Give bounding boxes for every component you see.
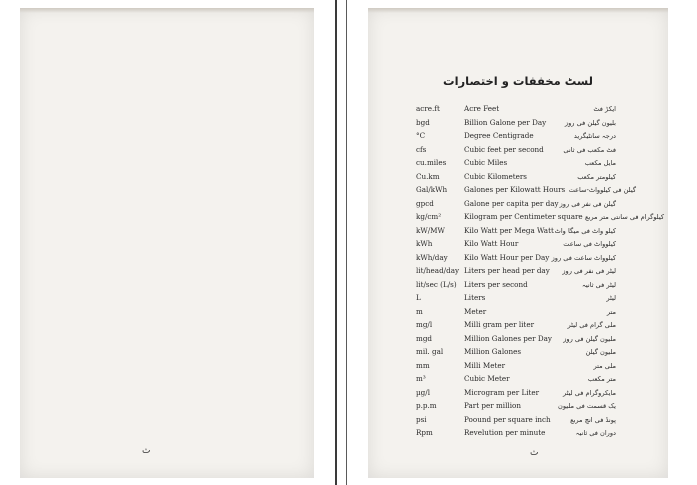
urdu-term: کیلوگرام فی سانتی متر مربع bbox=[585, 213, 664, 221]
english-term: Milli gram per liter bbox=[464, 320, 535, 329]
urdu-term: مایکروگرام فی لیٹر bbox=[563, 388, 616, 397]
table-row bbox=[368, 210, 668, 224]
english-term: Liters per second bbox=[464, 279, 528, 289]
english-term: Kilo Watt Hour per Day bbox=[464, 252, 550, 262]
english-term: Liters bbox=[464, 293, 486, 302]
table-row bbox=[368, 170, 668, 184]
table-row bbox=[368, 129, 668, 143]
urdu-term: بلیون گیلن فی روز bbox=[564, 118, 616, 127]
english-term: Part per million bbox=[464, 401, 521, 410]
urdu-term: پونڈ فی انچ مربع bbox=[570, 415, 616, 424]
abbreviation: bgd bbox=[416, 117, 430, 127]
abbreviation: mgd bbox=[416, 333, 433, 343]
english-term: Microgram per Liter bbox=[464, 387, 540, 397]
english-term: Cubic Miles bbox=[464, 158, 508, 167]
abbreviation: kW/MW bbox=[416, 225, 445, 235]
table-row bbox=[368, 251, 668, 265]
urdu-term: ملیون گیلن bbox=[585, 348, 616, 356]
urdu-term: ملی متر bbox=[593, 361, 616, 370]
urdu-term: دوران فی ثانیہ bbox=[575, 429, 616, 437]
left-page bbox=[20, 8, 314, 478]
table-row bbox=[368, 426, 668, 440]
urdu-term: لیٹر فی ثانیہ bbox=[582, 280, 616, 289]
abbreviation: kWh/day bbox=[416, 252, 448, 262]
urdu-term: متر bbox=[606, 307, 616, 316]
table-row bbox=[368, 345, 668, 359]
english-term: Cubic Meter bbox=[464, 374, 510, 383]
page-title: لسٹ مخففات و اختصارات bbox=[443, 74, 593, 88]
table-row bbox=[368, 102, 668, 116]
abbreviation: cu.miles bbox=[416, 158, 447, 167]
table-row bbox=[368, 305, 668, 319]
english-term: Million Galones per Day bbox=[464, 333, 552, 343]
abbreviation: p.p.m bbox=[416, 401, 437, 410]
abbreviation: acre.ft bbox=[416, 104, 440, 113]
urdu-term: کیلوواٹ فی ساعت bbox=[563, 240, 616, 248]
abbreviation: L bbox=[416, 293, 421, 302]
abbreviation: lit/head/day bbox=[416, 266, 460, 275]
english-term: Meter bbox=[464, 306, 487, 316]
table-row bbox=[368, 197, 668, 211]
table-row bbox=[368, 156, 668, 170]
urdu-term: کیلو واٹ فی میگا واٹ bbox=[554, 226, 616, 235]
abbreviation: gpcd bbox=[416, 198, 434, 208]
table-row bbox=[368, 183, 668, 197]
urdu-term: لیٹر فی نفر فی روز bbox=[562, 267, 616, 275]
abbreviation: psi bbox=[416, 414, 427, 424]
book-spine-edge bbox=[346, 0, 347, 485]
english-term: Milli Meter bbox=[464, 360, 506, 370]
abbreviation: mg/l bbox=[416, 320, 433, 329]
table-row bbox=[368, 143, 668, 157]
table-row bbox=[368, 332, 668, 346]
table-row bbox=[368, 278, 668, 292]
english-term: Kilo Watt per Mega Watt bbox=[464, 225, 554, 235]
urdu-term: کیلومتر مکعب bbox=[577, 172, 616, 181]
table-row bbox=[368, 372, 668, 386]
table-row bbox=[368, 224, 668, 238]
left-page-number: ث bbox=[142, 446, 151, 456]
abbreviation: kWh bbox=[416, 239, 433, 248]
abbreviation: kg/cm² bbox=[416, 212, 442, 221]
english-term: Cubic Kilometers bbox=[464, 171, 527, 181]
page-edge-shadow bbox=[20, 8, 314, 13]
page-edge-shadow bbox=[368, 8, 668, 13]
english-term: Liters per head per day bbox=[464, 266, 550, 275]
urdu-term: درجہ سانٹیگرید bbox=[573, 132, 616, 140]
urdu-term: لیٹر bbox=[606, 294, 616, 302]
urdu-term: متر مکعب bbox=[587, 375, 616, 383]
abbreviation: mm bbox=[416, 360, 430, 370]
table-row bbox=[368, 399, 668, 413]
abbreviation: cfs bbox=[416, 144, 427, 154]
english-term: Acre Feet bbox=[464, 104, 500, 113]
table-row bbox=[368, 237, 668, 251]
urdu-term: گیلن فی نفر فی روز bbox=[559, 199, 616, 208]
abbreviation: Gal/kWh bbox=[416, 185, 448, 194]
right-page-number: ث bbox=[530, 448, 539, 458]
english-term: Kilo Watt Hour bbox=[464, 239, 519, 248]
table-row bbox=[368, 291, 668, 305]
right-page bbox=[368, 8, 668, 478]
abbreviation: µg/l bbox=[416, 387, 430, 397]
table-row bbox=[368, 264, 668, 278]
abbreviation: Rpm bbox=[416, 428, 433, 437]
urdu-term: ایکڑ فٹ bbox=[593, 105, 616, 113]
english-term: Degree Centigrade bbox=[464, 131, 534, 140]
english-term: Revelution per minute bbox=[464, 428, 546, 437]
english-term: Poound per square inch bbox=[464, 414, 551, 424]
english-term: Million Galones bbox=[464, 347, 522, 356]
table-row bbox=[368, 386, 668, 400]
table-row bbox=[368, 359, 668, 373]
table-row bbox=[368, 318, 668, 332]
abbreviation: lit/sec (L/s) bbox=[416, 279, 457, 289]
urdu-term: گیلن فی کیلوواٹ-ساعت bbox=[568, 186, 636, 194]
english-term: Galone per capita per day bbox=[464, 198, 559, 208]
english-term: Cubic feet per second bbox=[464, 144, 544, 154]
book-spine bbox=[335, 0, 337, 485]
urdu-term: فٹ مکعب فی ثانی bbox=[563, 145, 616, 154]
table-row bbox=[368, 413, 668, 427]
urdu-term: کیلوواٹ ساعت فی روز bbox=[551, 253, 616, 262]
abbreviation: mil. gal bbox=[416, 347, 444, 356]
urdu-term: یک قسمت فی ملیون bbox=[558, 402, 616, 410]
urdu-term: ملی گرام فی لیٹر bbox=[567, 321, 616, 329]
abbreviation: Cu.km bbox=[416, 171, 440, 181]
urdu-term: ملیون گیلن فی روز bbox=[563, 334, 616, 343]
english-term: Galones per Kilowatt Hours bbox=[464, 185, 566, 194]
abbreviation: °C bbox=[416, 131, 426, 140]
abbreviation: m bbox=[416, 306, 423, 316]
abbreviation: m³ bbox=[416, 374, 426, 383]
english-term: Billion Galone per Day bbox=[464, 117, 547, 127]
urdu-term: مایل مکعب bbox=[584, 159, 616, 167]
table-row bbox=[368, 116, 668, 130]
english-term: Kilogram per Centimeter square bbox=[464, 212, 583, 221]
